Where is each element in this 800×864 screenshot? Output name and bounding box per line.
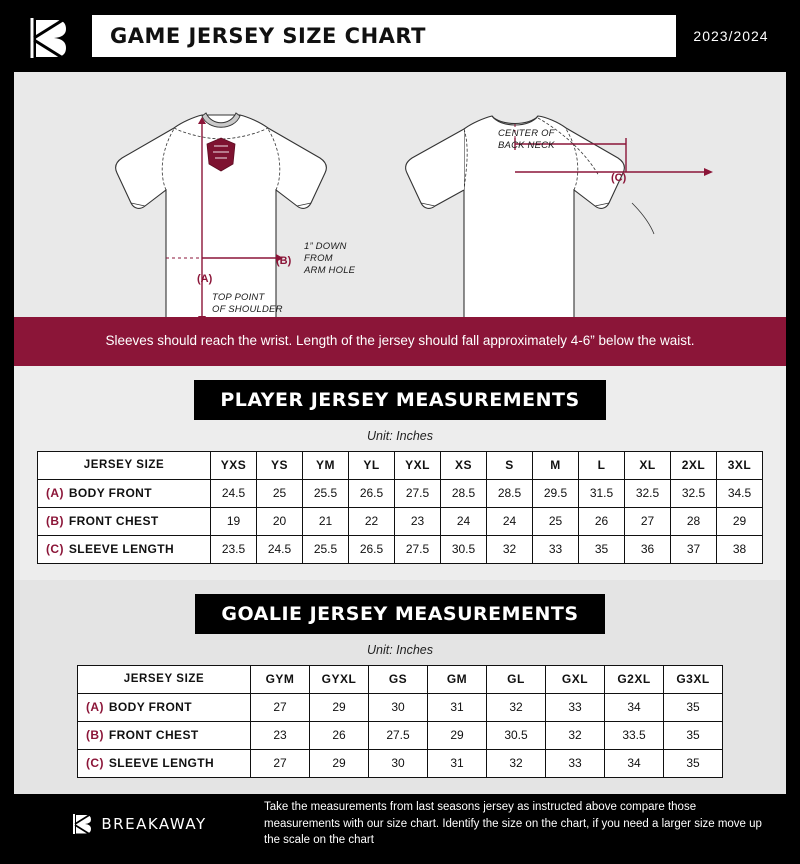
cell: 27 [251, 693, 310, 721]
player-measurements-table [37, 451, 763, 564]
cell: 29 [428, 721, 487, 749]
col-header: S [487, 451, 533, 479]
row-point: (B) [86, 728, 104, 743]
cell: 33 [533, 535, 579, 563]
row-point: (A) [86, 700, 104, 715]
cell: 29 [310, 693, 369, 721]
cell: 33 [546, 749, 605, 777]
player-table-body [38, 451, 763, 563]
cell: 32 [487, 535, 533, 563]
cell: 33.5 [605, 721, 664, 749]
row-label: BODY FRONT [68, 486, 152, 501]
player-section-title: PLAYER JERSEY MEASUREMENTS [194, 380, 605, 420]
table-row [38, 479, 763, 507]
cell: 25 [257, 479, 303, 507]
goalie-measurements-table [77, 665, 723, 778]
col-header: XS [441, 451, 487, 479]
label-down-from-arm-hole: 1” DOWN FROM ARM HOLE [304, 241, 356, 276]
label-point-b: (B) [276, 255, 292, 267]
cell: 23.5 [211, 535, 257, 563]
cell: 27.5 [395, 479, 441, 507]
col-header: G3XL [664, 665, 723, 693]
goalie-jersey-section [14, 580, 786, 794]
cell: 35 [664, 749, 723, 777]
row-label: BODY FRONT [108, 700, 192, 715]
cell: 23 [395, 507, 441, 535]
row-label: SLEEVE LENGTH [68, 542, 175, 557]
cell: 23 [251, 721, 310, 749]
breakaway-b-logo-icon [71, 811, 93, 837]
cell: 30.5 [441, 535, 487, 563]
table-row [38, 535, 763, 563]
header-spacer [786, 15, 800, 57]
cell: 32 [487, 693, 546, 721]
jersey-illustrations [14, 72, 786, 317]
cell: 34 [605, 749, 664, 777]
breakaway-b-logo-icon [26, 14, 66, 58]
cell: 24 [487, 507, 533, 535]
col-header: XL [625, 451, 671, 479]
goalie-section-title: GOALIE JERSEY MEASUREMENTS [195, 594, 604, 634]
cell: 26 [310, 721, 369, 749]
col-header: YXS [211, 451, 257, 479]
cell: 24.5 [257, 535, 303, 563]
cell: 25 [533, 507, 579, 535]
col-header: YS [257, 451, 303, 479]
col-header: 2XL [671, 451, 717, 479]
cell: 35 [579, 535, 625, 563]
cell: 19 [211, 507, 257, 535]
player-jersey-section [14, 366, 786, 580]
row-label: FRONT CHEST [68, 514, 159, 529]
cell: 29 [717, 507, 763, 535]
cell: 30.5 [487, 721, 546, 749]
goalie-table-body [78, 665, 723, 777]
table-row [78, 693, 723, 721]
cell: 38 [717, 535, 763, 563]
cell: 24.5 [211, 479, 257, 507]
row-label: SLEEVE LENGTH [108, 756, 215, 771]
cell: 28.5 [487, 479, 533, 507]
cell: 34 [605, 693, 664, 721]
table-header-row [78, 665, 723, 693]
label-top-point-of-shoulder: TOP POINT OF SHOULDER [212, 292, 283, 315]
cell: 32 [546, 721, 605, 749]
cell: 30 [369, 693, 428, 721]
table-row [78, 749, 723, 777]
cell: 33 [546, 693, 605, 721]
cell: 22 [349, 507, 395, 535]
table-row [38, 507, 763, 535]
page-footer [14, 794, 786, 854]
player-size-header: JERSEY SIZE [38, 451, 211, 479]
table-header-row [38, 451, 763, 479]
col-header: GYXL [310, 665, 369, 693]
footer-brand-name: BREAKAWAY [101, 814, 207, 833]
col-header: YM [303, 451, 349, 479]
cell: 31 [428, 749, 487, 777]
label-point-c: (C) [611, 172, 627, 184]
cell: 27 [251, 749, 310, 777]
row-point: (A) [46, 486, 64, 501]
cell: 32.5 [625, 479, 671, 507]
brand-logo [0, 0, 92, 72]
title-bar [92, 15, 676, 57]
col-header: YL [349, 451, 395, 479]
goalie-unit-label: Unit: Inches [366, 642, 433, 657]
cell: 27 [625, 507, 671, 535]
cell: 29 [310, 749, 369, 777]
cell: 28.5 [441, 479, 487, 507]
cell: 25.5 [303, 535, 349, 563]
cell: 35 [664, 721, 723, 749]
label-center-back-neck: CENTER OF BACK NECK [498, 128, 555, 151]
row-point: (C) [86, 756, 104, 771]
row-point: (C) [46, 542, 64, 557]
cell: 31.5 [579, 479, 625, 507]
col-header: G2XL [605, 665, 664, 693]
cell: 26.5 [349, 535, 395, 563]
player-unit-label: Unit: Inches [366, 428, 433, 443]
col-header: GXL [546, 665, 605, 693]
footer-brand [14, 811, 264, 837]
col-header: L [579, 451, 625, 479]
cell: 27.5 [369, 721, 428, 749]
col-header: GYM [251, 665, 310, 693]
cell: 28 [671, 507, 717, 535]
row-point: (B) [46, 514, 64, 529]
cell: 35 [664, 693, 723, 721]
footer-instructions: Take the measurements from last seasons jersey as instructed above compare those measurements with our size chart. Identify the size on the chart, if you need a larger size move up the scale on the chart [264, 800, 762, 847]
table-row [78, 721, 723, 749]
season-badge: 2023/2024 [676, 15, 786, 57]
col-header: 3XL [717, 451, 763, 479]
cell: 25.5 [303, 479, 349, 507]
cell: 36 [625, 535, 671, 563]
col-header: GS [369, 665, 428, 693]
cell: 27.5 [395, 535, 441, 563]
cell: 24 [441, 507, 487, 535]
cell: 32 [487, 749, 546, 777]
cell: 37 [671, 535, 717, 563]
cell: 26 [579, 507, 625, 535]
cell: 34.5 [717, 479, 763, 507]
page-title: GAME JERSEY SIZE CHART [110, 24, 426, 48]
cell: 26.5 [349, 479, 395, 507]
page-header [0, 0, 800, 72]
cell: 20 [257, 507, 303, 535]
cell: 32.5 [671, 479, 717, 507]
cell: 29.5 [533, 479, 579, 507]
jersey-diagram [14, 72, 786, 317]
cell: 30 [369, 749, 428, 777]
col-header: M [533, 451, 579, 479]
cell: 21 [303, 507, 349, 535]
row-label: FRONT CHEST [108, 728, 199, 743]
goalie-size-header: JERSEY SIZE [78, 665, 251, 693]
bottom-spacer [0, 854, 800, 864]
cell: 31 [428, 693, 487, 721]
label-point-a: (A) [197, 273, 213, 285]
col-header: GM [428, 665, 487, 693]
col-header: GL [487, 665, 546, 693]
col-header: YXL [395, 451, 441, 479]
note-bar: Sleeves should reach the wrist. Length of the jersey should fall approximately 4-6” below the waist. [14, 317, 786, 366]
